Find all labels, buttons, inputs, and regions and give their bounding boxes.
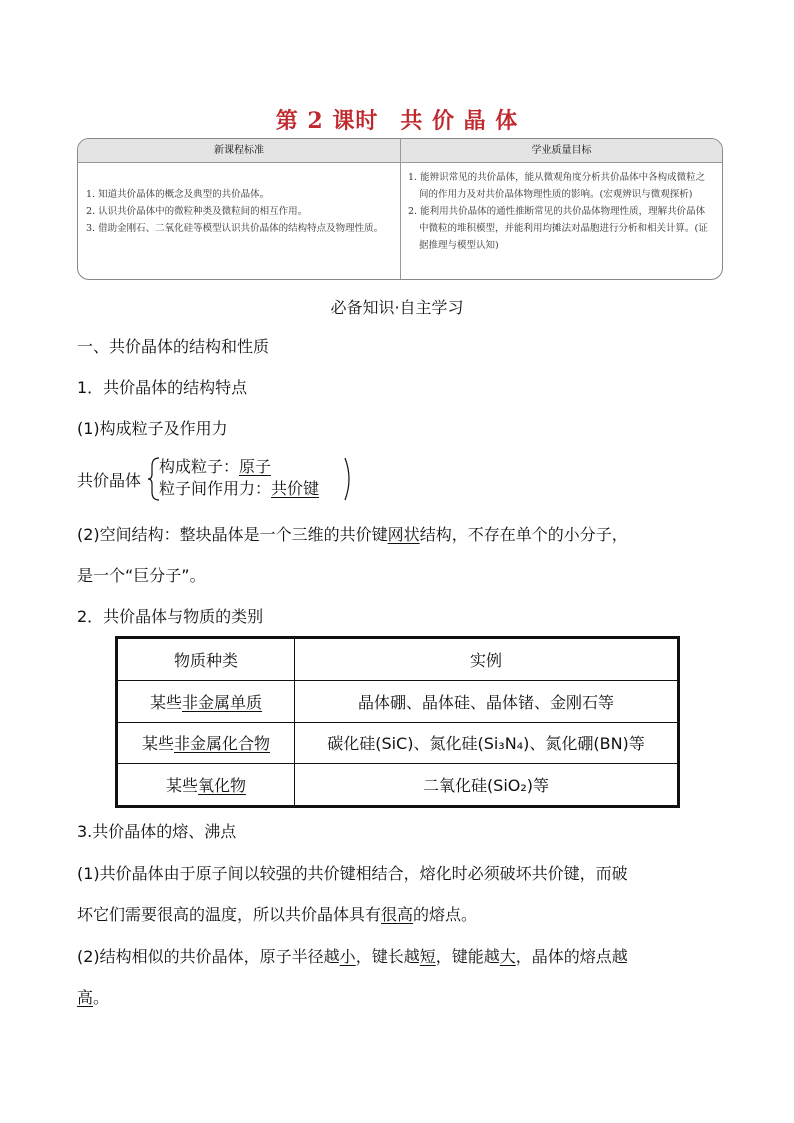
table-cell: 某些非金属化合物	[118, 722, 295, 764]
answer-network: 网状	[387, 525, 420, 544]
standard-item: 1. 知道共价晶体的概念及典型的共价晶体。	[86, 189, 270, 200]
answer-covalent-bond: 共价键	[271, 479, 320, 498]
standards-table	[77, 138, 723, 280]
brace-line-2: 粒子间作用力：共价键	[159, 479, 320, 498]
table-cell: 碳化硅(SiC)、氮化硅(Si₃N₄)、氮化硼(BN)等	[295, 722, 678, 764]
brace-label: 共价晶体	[77, 471, 142, 490]
page-title	[0, 104, 794, 135]
quality-goal-item: 1. 能辨识常见的共价晶体，能从微观角度分析共价晶体中各构成微粒之间的作用力及对共价晶体物理性质的影响。(宏观辨识与微观探析)	[408, 172, 706, 200]
table-cell: 某些氧化物	[118, 764, 295, 806]
standard-item: 2. 认识共价晶体中的微粒种类及微粒间的相互作用。	[86, 206, 308, 217]
standards-right-header: 学业质量目标	[401, 139, 722, 163]
item3-p2-line2: 高。	[77, 988, 110, 1007]
standards-right-column	[408, 169, 713, 254]
table-header-row	[118, 639, 678, 681]
table-cell: 二氧化硅(SiO₂)等	[295, 764, 678, 806]
answer-small: 小	[339, 947, 356, 966]
table-cell: 晶体硼、晶体硅、晶体锗、金刚石等	[295, 680, 678, 722]
sub2-line1: (2)空间结构：整块晶体是一个三维的共价键网状结构，不存在单个的小分子，	[77, 525, 628, 544]
item3-p1-line1: (1)共价晶体由于原子间以较强的共价键相结合，熔化时必须破坏共价键，而破	[77, 864, 628, 883]
brace-line-1: 构成粒子：原子	[159, 457, 272, 476]
lesson-number: 第 2 课时	[275, 108, 379, 134]
standard-item: 3. 借助金刚石、二氧化硅等模型认识共价晶体的结构特点及物理性质。	[86, 223, 384, 234]
sub2-line2: 是一个“巨分子”。	[77, 566, 206, 585]
item3-p1-line2: 坏它们需要很高的温度，所以共价晶体具有很高的熔点。	[77, 905, 478, 924]
lesson-topic: 共 价 晶 体	[400, 108, 519, 134]
answer-very-high: 很高	[381, 905, 414, 924]
standards-divider	[400, 139, 401, 279]
standards-left-header: 新课程标准	[78, 139, 400, 163]
item3-heading: 3.共价晶体的熔、沸点	[77, 822, 237, 841]
table-row	[118, 680, 678, 722]
table-header: 实例	[295, 639, 678, 681]
sub1-heading: (1)构成粒子及作用力	[77, 419, 228, 438]
item1-heading: 1．共价晶体的结构特点	[77, 378, 248, 397]
quality-goal-item: 2. 能利用共价晶体的通性推断常见的共价晶体物理性质，理解共价晶体中微粒的堆积模型，并能利用均摊法对晶胞进行分析和相关计算。(证据推理与模型认知)	[408, 206, 708, 251]
part1-heading: 一、共价晶体的结构和性质	[77, 337, 270, 356]
standards-left-column	[86, 186, 396, 237]
table-cell: 某些非金属单质	[118, 680, 295, 722]
right-paren	[343, 456, 355, 502]
item3-p2-line1: (2)结构相似的共价晶体，原子半径越小，键长越短，键能越大，晶体的熔点越	[77, 947, 628, 966]
item2-heading: 2．共价晶体与物质的类别	[77, 607, 264, 626]
section-heading: 必备知识·自主学习	[330, 298, 464, 317]
table-header: 物质种类	[118, 639, 295, 681]
brace-lines	[159, 456, 319, 500]
answer-atom: 原子	[239, 457, 272, 476]
table-row	[118, 764, 678, 806]
answer-high: 高	[77, 988, 94, 1007]
answer-large: 大	[499, 947, 516, 966]
table-row	[118, 722, 678, 764]
class-table	[115, 636, 680, 808]
answer-short: 短	[419, 947, 436, 966]
